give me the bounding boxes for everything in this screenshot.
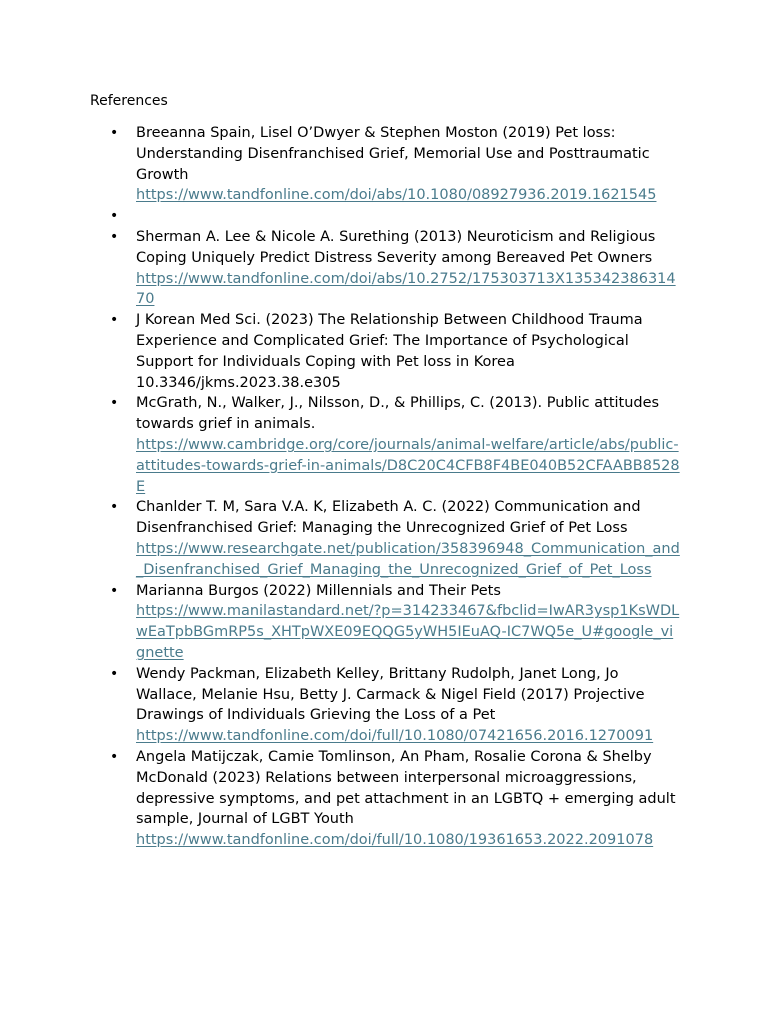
reference-item <box>110 497 681 580</box>
reference-item-empty <box>110 206 681 227</box>
reference-text: J Korean Med Sci. (2023) The Relationship Between Childhood Trauma Experience and Complicated Grief: The Importance of Psychological Support for Individuals Coping with Pet loss in Korea 10.3346/jkms.2023.38.e305 <box>136 312 643 391</box>
reference-link[interactable]: https://www.manilastandard.net/?p=314233467&fbclid=IwAR3ysp1KsWDLwEaTpbBGmRP5s_XHTpWXE09EQQG5yWH5IEuAQ-IC7WQ5e_U#google_vignette <box>136 603 680 661</box>
reference-text: Sherman A. Lee & Nicole A. Surething (2013) Neuroticism and Religious Coping Uniquely Predict Distress Severity among Bereaved Pet Owners <box>136 228 656 266</box>
reference-link[interactable]: https://www.researchgate.net/publication/358396948_Communication_and_Disenfranchised_Grief_Managing_the_Unrecognized_Grief_of_Pet_Loss <box>136 540 680 578</box>
reference-item <box>110 664 681 747</box>
reference-item <box>110 581 681 664</box>
reference-item <box>110 123 681 206</box>
reference-item <box>110 310 681 393</box>
reference-text: McGrath, N., Walker, J., Nilsson, D., & Phillips, C. (2013). Public attitudes towards grief in animals. <box>136 395 660 433</box>
bullet-icon: • <box>110 228 119 245</box>
references-list <box>110 123 681 851</box>
reference-link[interactable]: https://www.tandfonline.com/doi/full/10.1080/19361653.2022.2091078 <box>136 832 654 849</box>
reference-text: Wendy Packman, Elizabeth Kelley, Brittany Rudolph, Janet Long, Jo Wallace, Melanie Hsu, Betty J. Carmack & Nigel Field (2017) Projective Drawings of Individuals Grieving the Loss of a Pet <box>136 665 645 724</box>
reference-text: Angela Matijczak, Camie Tomlinson, An Pham, Rosalie Corona & Shelby McDonald (2023) Relations between interpersonal microaggressions, depressive symptoms, and pet attachment in an LGBTQ + emerging adult sample, Journal of LGBT Youth <box>136 748 676 828</box>
reference-text: Breeanna Spain, Lisel O’Dwyer & Stephen Moston (2019) Pet loss: Understanding Disenfranchised Grief, Memorial Use and Posttraumatic Growth <box>136 125 650 183</box>
bullet-icon: • <box>110 125 119 141</box>
bullet-icon: • <box>110 208 119 225</box>
reference-item <box>110 747 681 851</box>
reference-item <box>110 227 681 310</box>
empty-reference <box>136 206 681 227</box>
bullet-icon: • <box>110 395 119 412</box>
reference-text: Chanlder T. M, Sara V.A. K, Elizabeth A. C. (2022) Communication and Disenfranchised Grief: Managing the Unrecognized Grief of Pet Loss <box>136 499 641 537</box>
references-heading: References <box>90 93 168 109</box>
reference-text: Marianna Burgos (2022) Millennials and Their Pets <box>136 582 501 599</box>
bullet-icon: • <box>110 665 119 682</box>
bullet-icon: • <box>110 582 119 599</box>
bullet-icon: • <box>110 312 119 329</box>
reference-link[interactable]: https://www.tandfonline.com/doi/abs/10.2752/175303713X13534238631470 <box>136 270 676 308</box>
reference-link[interactable]: https://www.tandfonline.com/doi/full/10.1080/07421656.2016.1270091 <box>136 728 654 745</box>
reference-item <box>110 393 681 497</box>
bullet-icon: • <box>110 748 119 765</box>
bullet-icon: • <box>110 499 119 516</box>
reference-link[interactable]: https://www.tandfonline.com/doi/abs/10.1080/08927936.2019.1621545 <box>136 187 657 204</box>
reference-link[interactable]: https://www.cambridge.org/core/journals/animal-welfare/article/abs/public-attitudes-towards-grief-in-animals/D8C20C4CFB8F4BE040B52CFAABB8528E <box>136 436 680 495</box>
